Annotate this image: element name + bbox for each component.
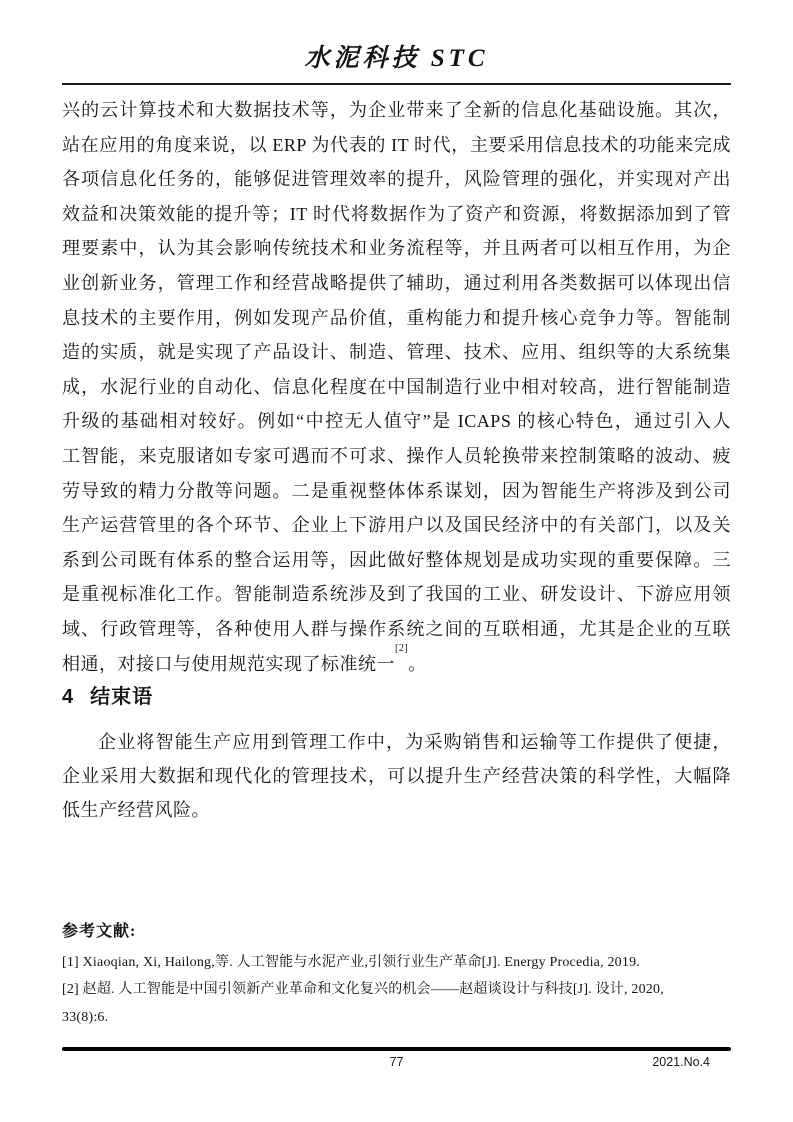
body-text-line: 兴的云计算技术和大数据技术等，为企业带来了全新的信息化基础设施。其次，: [62, 100, 731, 120]
body-text-line-last: [62, 642, 731, 682]
body-text-line: 息技术的主要作用，例如发现产品价值，重构能力和提升核心竞争力等。智能制: [62, 307, 731, 328]
reference-item: [1] Xiaoqian, Xi, Hailong,等. 人工智能与水泥产业,引领行业生产革命[J]. Energy Procedia, 2019.: [62, 955, 640, 971]
page-number: 77: [389, 1055, 404, 1069]
body-last-line-period: 。: [408, 653, 427, 674]
reference-item-continuation: 33(8):6.: [62, 1009, 109, 1025]
body-text-line: 业创新业务，管理工作和经营战略提供了辅助，通过利用各类数据可以体现出信: [62, 272, 731, 293]
body-text-line: 系到公司既有体系的整合运用等，因此做好整体规划是成功实现的重要保障。三: [62, 549, 731, 570]
section-number: 4: [62, 686, 75, 709]
footer-divider: [62, 1047, 731, 1051]
body-text-line: 成，水泥行业的自动化、信息化程度在中国制造行业中相对较高，进行智能制造: [62, 376, 731, 397]
body-text-line: 工智能，来克服诸如专家可遇而不可求、操作人员轮换带来控制策略的波动、疲: [62, 445, 731, 466]
conclusion-paragraph: [62, 725, 731, 827]
conclusion-line: 企业采用大数据和现代化的管理技术，可以提升生产经营决策的科学性，大幅降: [62, 766, 731, 787]
body-text-line: 理要素中，认为其会影响传统技术和业务流程等，并且两者可以相互作用，为企: [62, 238, 731, 259]
body-text-line: 升级的基础相对较好。例如“中控无人值守”是 ICAPS 的核心特色，通过引入人: [62, 411, 731, 432]
reference-item: [2] 赵超. 人工智能是中国引领新产业革命和文化复兴的机会——赵超谈设计与科技[J]. 设计, 2020,: [62, 982, 664, 998]
body-last-line-text: 相通，对接口与使用规范实现了标准统一: [62, 653, 395, 674]
body-text-line: 各项信息化任务的，能够促进管理效率的提升，风险管理的强化，并实现对产出: [62, 169, 731, 190]
references-list: [62, 949, 731, 1031]
body-text-line: 域、行政管理等，各种使用人群与操作系统之间的互联相通，尤其是企业的互联: [62, 618, 731, 639]
section-heading-conclusion: [62, 684, 731, 710]
references-heading: 参考文献:: [62, 923, 137, 941]
body-text-line: 生产运营管里的各个环节、企业上下游用户以及国民经济中的有关部门，以及关: [62, 515, 731, 536]
section-title: 结束语: [90, 686, 154, 709]
conclusion-line: 低生产经营风险。: [62, 800, 210, 821]
conclusion-line: 企业将智能生产应用到管理工作中，为采购销售和运输等工作提供了便捷，: [98, 732, 731, 753]
issue-label: 2021.No.4: [652, 1055, 710, 1069]
journal-title: 水泥科技 STC: [304, 45, 489, 72]
body-paragraph: [62, 93, 731, 681]
citation-superscript: [2]: [395, 642, 409, 654]
body-text-line: 劳导致的精力分散等问题。二是重视整体体系谋划，因为智能生产将涉及到公司: [62, 480, 731, 501]
body-text-line: 造的实质，就是实现了产品设计、制造、管理、技术、应用、组织等的大系统集: [62, 342, 731, 363]
body-text-line: 站在应用的角度来说，以 ERP 为代表的 IT 时代，主要采用信息技术的功能来完成: [62, 134, 731, 155]
header-divider: [62, 83, 731, 85]
body-text-line: 是重视标准化工作。智能制造系统涉及到了我国的工业、研发设计、下游应用领: [62, 584, 731, 605]
body-text-line: 效益和决策效能的提升等；IT 时代将数据作为了资产和资源，将数据添加到了管: [62, 203, 731, 224]
